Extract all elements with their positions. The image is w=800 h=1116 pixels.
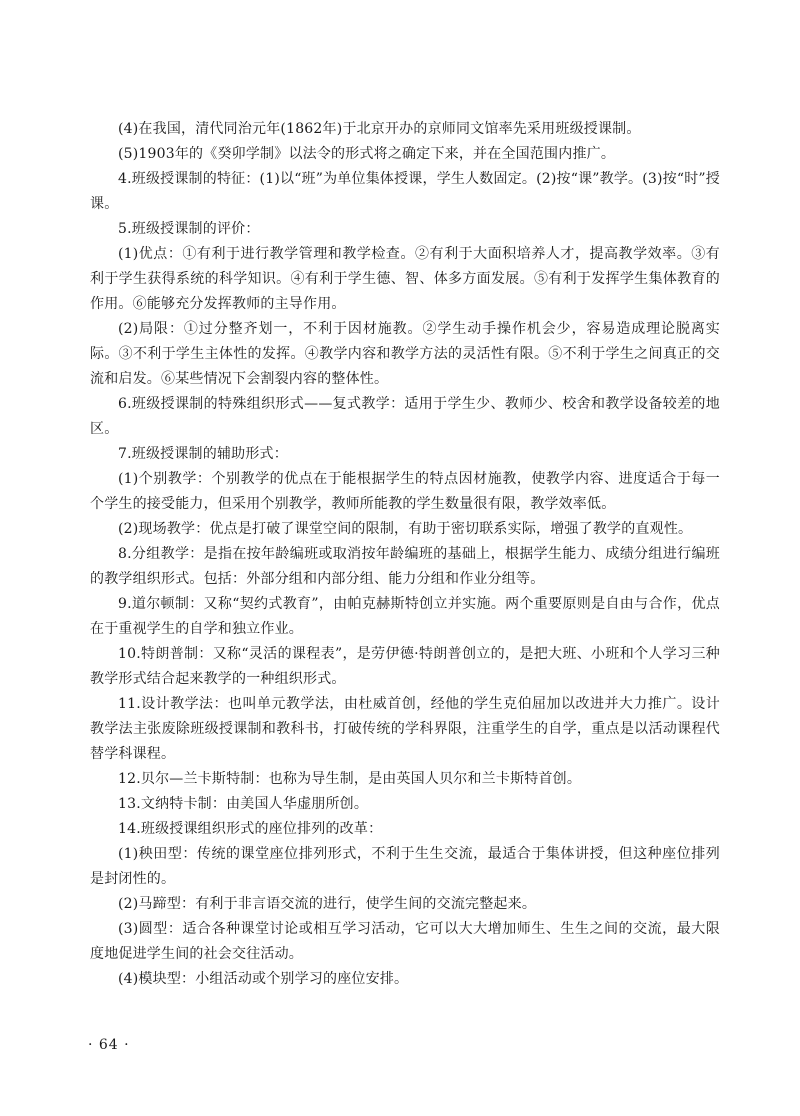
paragraph-auxiliary-forms-heading: 7.班级授课制的辅助形式： <box>118 446 288 462</box>
paragraph-multigrade-teaching: 6.班级授课制的特殊组织形式——复式教学：适用于学生少、教师少、校舍和教学设备较差的地区。 <box>90 396 720 437</box>
page-number: · 64 · <box>88 1037 130 1053</box>
paragraph-project-method: 11.设计教学法：也叫单元教学法，由杜威首创，经他的学生克伯屈加以改进并大力推广。设计教学法主张废除班级授课制和教科书，打破传统的学科界限，注重学生的自学，重点是以活动课程代替学科课程。 <box>90 696 720 762</box>
paragraph-limitations: (2)局限：①过分整齐划一，不利于因材施教。②学生动手操作机会少，容易造成理论脱离实际。③不利于学生主体性的发挥。④教学内容和教学方法的灵活性有限。⑤不利于学生之间真正的交流和启发。⑥某些情况下会割裂内容的整体性。 <box>90 321 720 387</box>
paragraph-field-teaching: (2)现场教学：优点是打破了课堂空间的限制，有助于密切联系实际，增强了教学的直观性。 <box>118 521 693 537</box>
paragraph-group-teaching: 8.分组教学：是指在按年龄编班或取消按年龄编班的基础上，根据学生能力、成绩分组进行编班的教学组织形式。包括：外部分组和内部分组、能力分组和作业分组等。 <box>90 546 720 587</box>
page-body <box>90 117 720 992</box>
paragraph-winnetka: 13.文纳特卡制：由美国人华虚朋所创。 <box>118 796 369 812</box>
paragraph-dalton-plan: 9.道尔顿制：又称“契约式教育”，由帕克赫斯特创立并实施。两个重要原则是自由与合作，优点在于重视学生的自学和独立作业。 <box>90 596 720 637</box>
paragraph-seating-rows: (1)秧田型：传统的课堂座位排列形式，不利于生生交流，最适合于集体讲授，但这种座位排列是封闭性的。 <box>90 846 720 887</box>
paragraph-seating-horseshoe: (2)马蹄型：有利于非言语交流的进行，使学生间的交流完整起来。 <box>118 896 537 912</box>
paragraph-bell-lancaster: 12.贝尔—兰卡斯特制：也称为导生制，是由英国人贝尔和兰卡斯特首创。 <box>118 771 582 787</box>
paragraph-history-tongwenguan: (4)在我国，清代同治元年(1862年)于北京开办的京师同文馆率先采用班级授课制。 <box>118 121 641 137</box>
paragraph-individual-teaching: (1)个别教学：个别教学的优点在于能根据学生的特点因材施教，使教学内容、进度适合于每一个学生的接受能力，但采用个别教学，教师所能教的学生数量很有限，教学效率低。 <box>90 471 720 512</box>
paragraph-evaluation-heading: 5.班级授课制的评价： <box>118 221 260 237</box>
paragraph-seating-circle: (3)圆型：适合各种课堂讨论或相互学习活动，它可以大大增加师生、生生之间的交流，最大限度地促进学生间的社会交往活动。 <box>90 921 720 962</box>
paragraph-features: 4.班级授课制的特征：(1)以“班”为单位集体授课，学生人数固定。(2)按“课”教学。(3)按“时”授课。 <box>90 171 720 212</box>
paragraph-seating-heading: 14.班级授课组织形式的座位排列的改革： <box>118 821 383 837</box>
paragraph-advantages: (1)优点：①有利于进行教学管理和教学检查。②有利于大面积培养人才，提高教学效率。③有利于学生获得系统的科学知识。④有利于学生德、智、体多方面发展。⑤有利于发挥学生集体教育的作用。⑥能够充分发挥教师的主导作用。 <box>90 246 720 312</box>
paragraph-seating-modules: (4)模块型：小组活动或个别学习的座位安排。 <box>118 971 409 987</box>
paragraph-history-guimao: (5)1903年的《癸卯学制》以法令的形式将之确定下来，并在全国范围内推广。 <box>118 146 616 162</box>
paragraph-trump-plan: 10.特朗普制：又称“灵活的课程表”，是劳伊德·特朗普创立的，是把大班、小班和个人学习三种教学形式结合起来教学的一种组织形式。 <box>90 646 720 687</box>
